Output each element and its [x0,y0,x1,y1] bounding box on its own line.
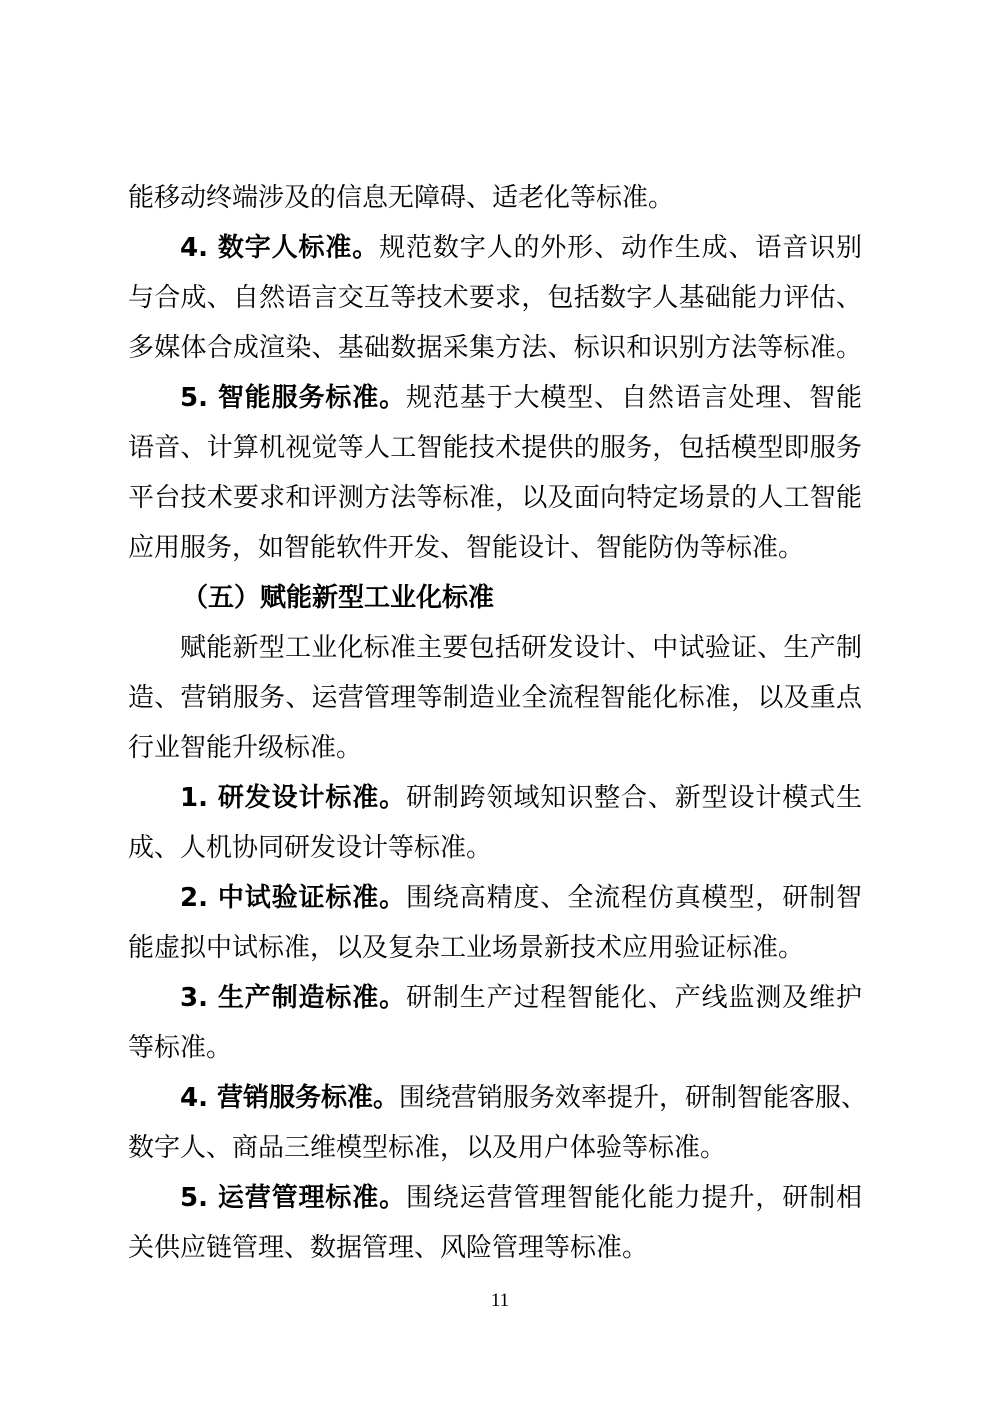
paragraph-line: 应用服务，如智能软件开发、智能设计、智能防伪等标准。 [128,533,805,563]
paragraph-line: 1. 研发设计标准。研制跨领域知识整合、新型设计模式生 [180,783,862,813]
paragraph-line: 赋能新型工业化标准主要包括研发设计、中试验证、生产制 [180,633,862,663]
paragraph-line: 5. 智能服务标准。规范基于大模型、自然语言处理、智能 [180,383,862,413]
paragraph-line: 数字人、商品三维模型标准，以及用户体验等标准。 [128,1133,727,1163]
item-heading: 4. 营销服务标准。 [180,1083,400,1113]
paragraph-line: 语音、计算机视觉等人工智能技术提供的服务，包括模型即服务 [128,433,862,463]
paragraph-line: 多媒体合成渲染、基础数据采集方法、标识和识别方法等标准。 [128,333,862,363]
paragraph-line: 2. 中试验证标准。围绕高精度、全流程仿真模型，研制智 [180,883,862,913]
paragraph-line: 造、营销服务、运营管理等制造业全流程智能化标准，以及重点 [128,683,862,713]
paragraph-line: 等标准。 [128,1033,233,1063]
item-heading: 4. 数字人标准。 [180,233,380,263]
paragraph-line: 行业智能升级标准。 [128,733,363,763]
paragraph-line: 5. 运营管理标准。围绕运营管理智能化能力提升，研制相 [180,1183,862,1213]
item-heading: 5. 智能服务标准。 [180,383,407,413]
item-heading: 2. 中试验证标准。 [180,883,407,913]
paragraph-line: 平台技术要求和评测方法等标准，以及面向特定场景的人工智能 [128,483,862,513]
paragraph-line: 3. 生产制造标准。研制生产过程智能化、产线监测及维护 [180,983,862,1013]
paragraph-line: 4. 数字人标准。规范数字人的外形、动作生成、语音识别 [180,233,862,263]
paragraph-line: 能移动终端涉及的信息无障碍、适老化等标准。 [128,183,675,213]
item-heading: 5. 运营管理标准。 [180,1183,407,1213]
page-number: 11 [490,1290,510,1311]
paragraph-line: 关供应链管理、数据管理、风险管理等标准。 [128,1233,649,1263]
paragraph-line: 4. 营销服务标准。围绕营销服务效率提升，研制智能客服、 [180,1083,868,1113]
item-heading: 1. 研发设计标准。 [180,783,407,813]
section-heading: （五）赋能新型工业化标准 [182,583,495,613]
paragraph-line: 与合成、自然语言交互等技术要求，包括数字人基础能力评估、 [128,283,862,313]
item-heading: 3. 生产制造标准。 [180,983,407,1013]
paragraph-line: 能虚拟中试标准，以及复杂工业场景新技术应用验证标准。 [128,933,805,963]
paragraph-line: 成、人机协同研发设计等标准。 [128,833,493,863]
